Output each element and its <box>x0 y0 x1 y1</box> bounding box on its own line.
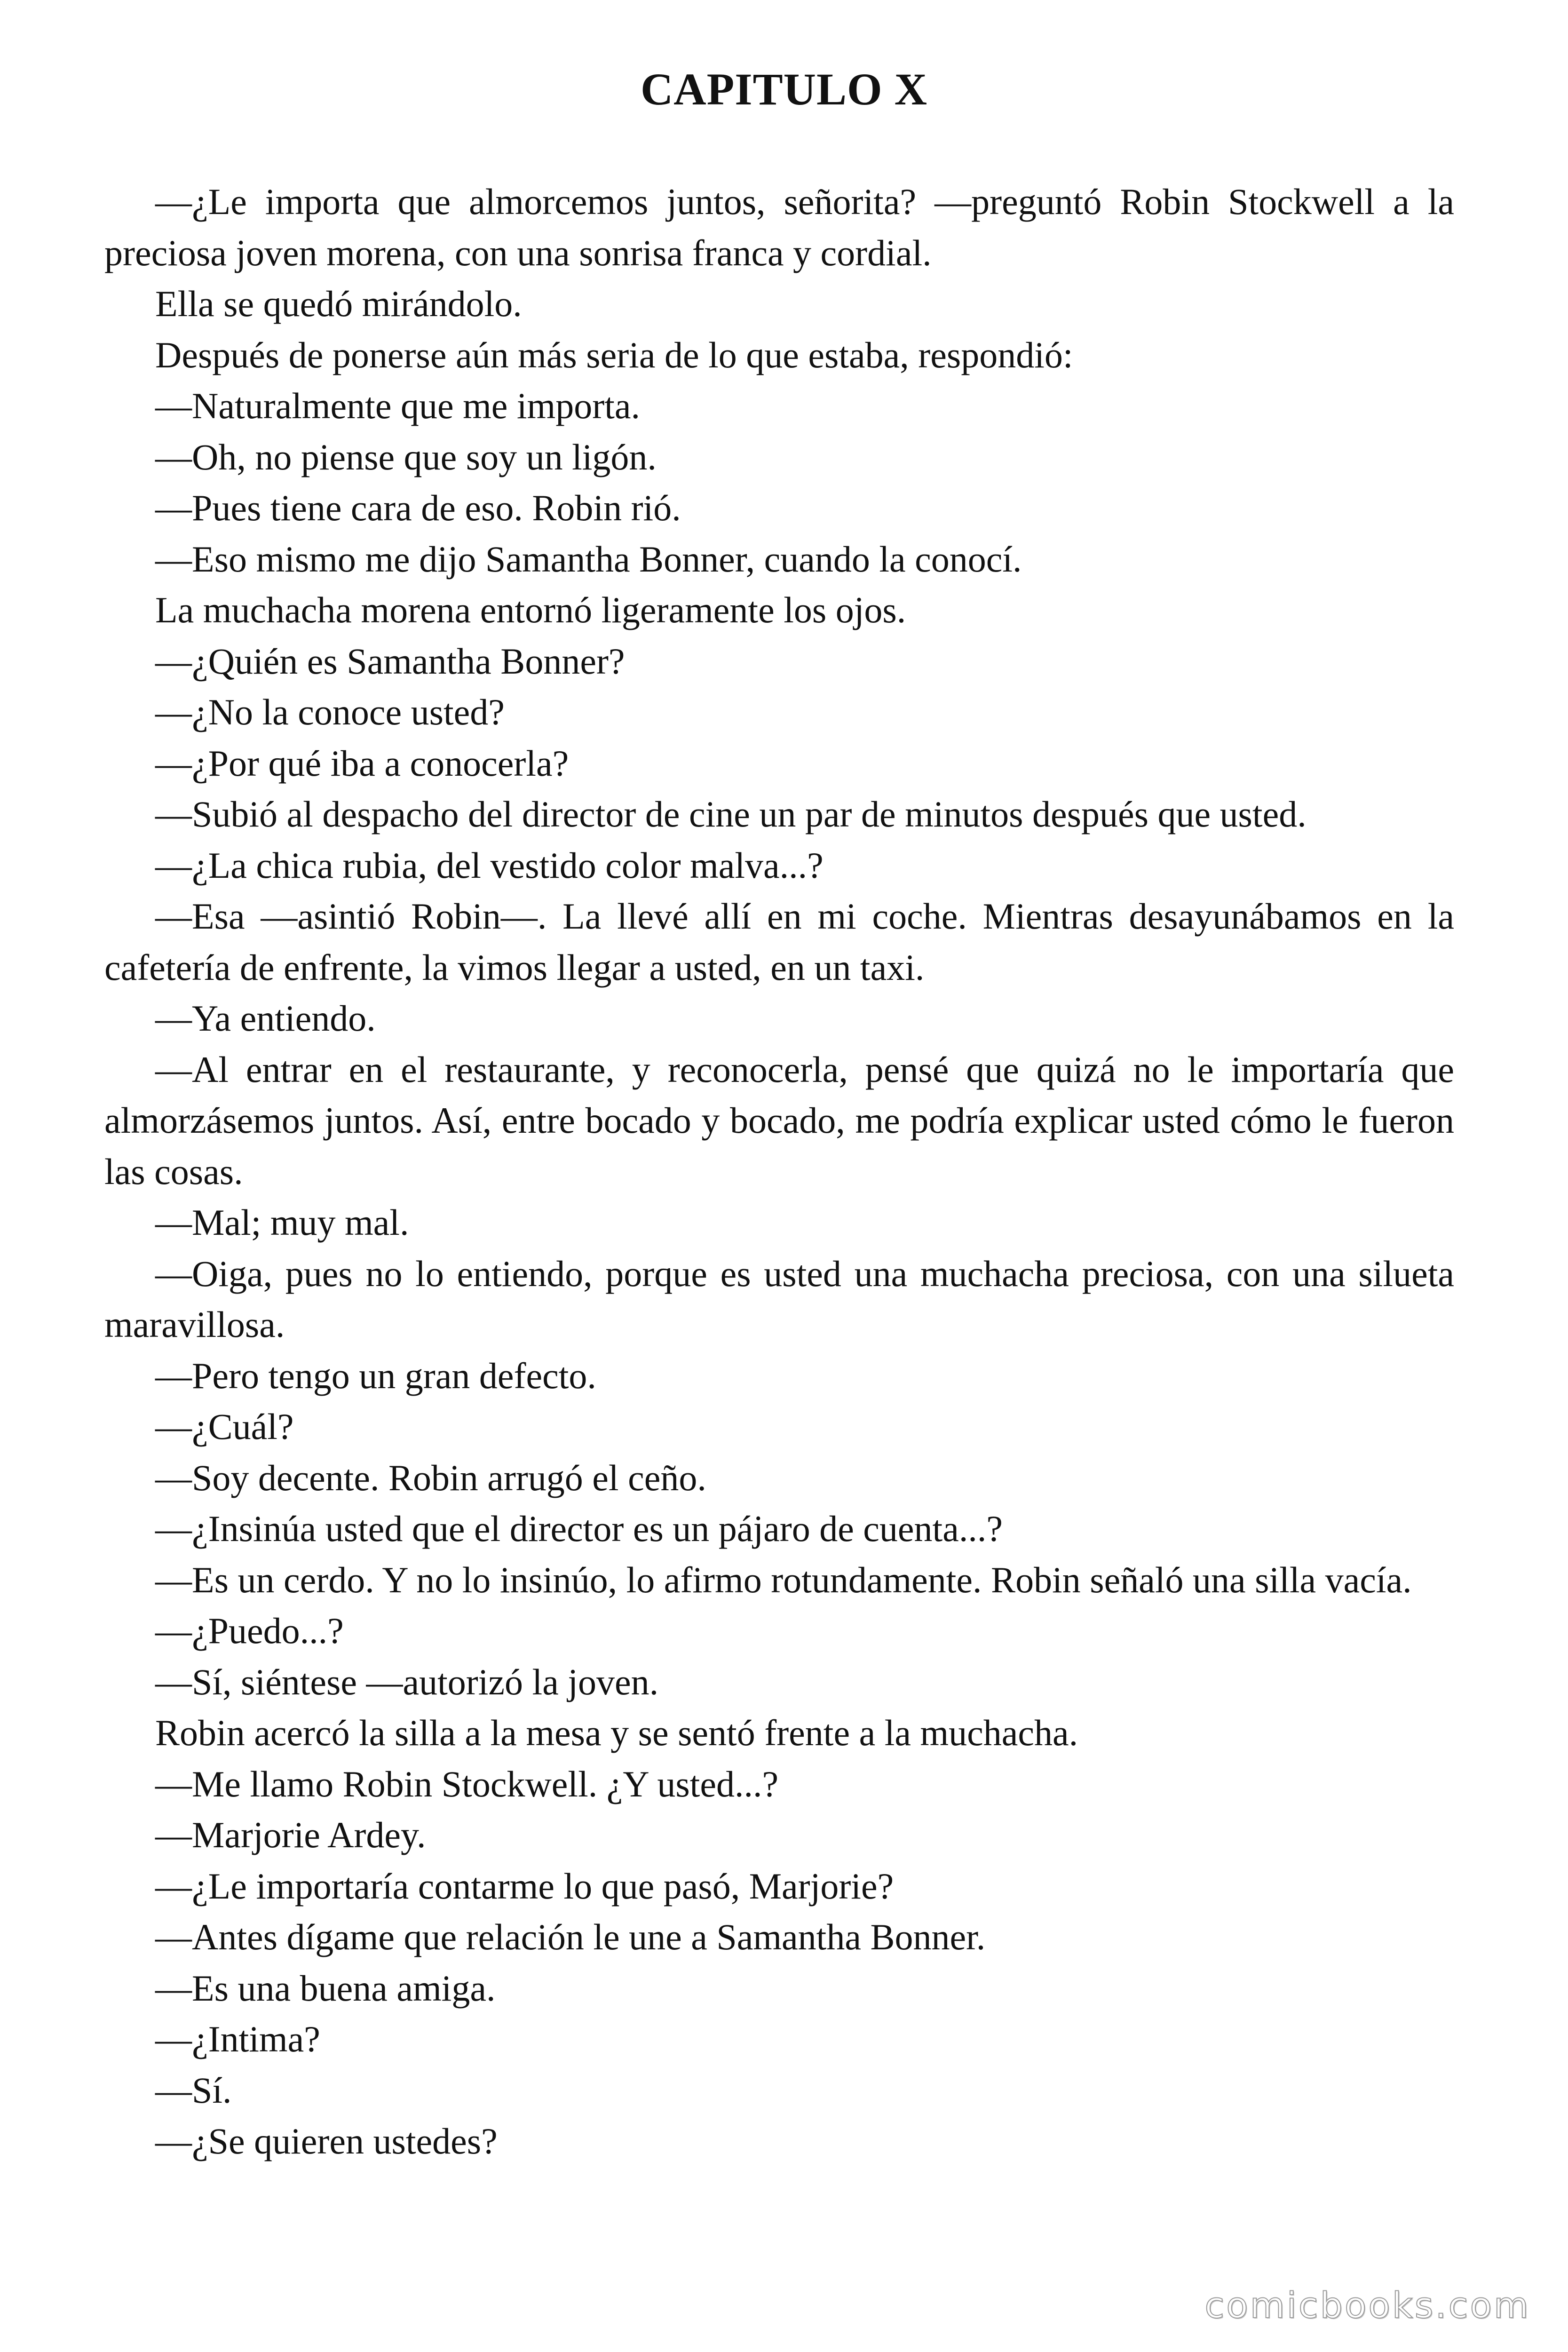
paragraph: —Mal; muy mal. <box>155 1202 409 1243</box>
paragraph: —¿Cuál? <box>155 1406 294 1447</box>
paragraph: —Me llamo Robin Stockwell. ¿Y usted...? <box>155 1763 779 1804</box>
paragraph: —Antes dígame que relación le une a Samantha Bonner. <box>155 1916 986 1957</box>
paragraph: —¿Puedo...? <box>155 1610 344 1651</box>
paragraph: —¿Se quieren ustedes? <box>155 2121 498 2161</box>
paragraph: —Naturalmente que me importa. <box>155 385 640 426</box>
paragraph: —Pero tengo un gran defecto. <box>155 1355 596 1396</box>
paragraph: —Es una buena amiga. <box>155 1967 496 2009</box>
paragraph: —Es un cerdo. Y no lo insinúo, lo afirmo rotundamente. Robin señaló una silla vacía. <box>155 1559 1412 1600</box>
paragraph: —Al entrar en el restaurante, y reconocerla, pensé que quizá no le importaría que almorzásemos juntos. Así, entre bocado y bocado, me podría explicar usted cómo le fueron las cosas. <box>104 1049 1454 1192</box>
paragraph: Robin acercó la silla a la mesa y se sentó frente a la muchacha. <box>155 1712 1078 1753</box>
paragraph: —Soy decente. Robin arrugó el ceño. <box>155 1457 706 1498</box>
watermark: comicbooks.com <box>1204 2284 1530 2326</box>
paragraph: —Esa —asintió Robin—. La llevé allí en mi coche. Mientras desayunábamos en la cafetería de enfrente, la vimos llegar a usted, en un taxi. <box>104 896 1454 988</box>
paragraph: —Marjorie Ardey. <box>155 1814 426 1855</box>
paragraph: —¿Insinúa usted que el director es un pájaro de cuenta...? <box>155 1508 1003 1549</box>
paragraph: —¿La chica rubia, del vestido color malva...? <box>155 844 824 886</box>
paragraph: —¿Intima? <box>155 2018 320 2059</box>
paragraph: —¿Quién es Samantha Bonner? <box>155 640 625 682</box>
chapter-title: CAPITULO X <box>640 64 928 114</box>
paragraph: —Sí, siéntese —autorizó la joven. <box>155 1661 659 1702</box>
paragraph: La muchacha morena entornó ligeramente los ojos. <box>155 589 906 630</box>
body-text <box>104 176 1454 2167</box>
paragraph: Después de ponerse aún más seria de lo que estaba, respondió: <box>155 334 1073 375</box>
paragraph: —¿No la conoce usted? <box>155 691 505 732</box>
paragraph: —Ya entiendo. <box>155 998 376 1039</box>
paragraph: —Eso mismo me dijo Samantha Bonner, cuando la conocí. <box>155 538 1022 580</box>
paragraph: —Subió al despacho del director de cine un par de minutos después que usted. <box>155 794 1307 834</box>
paragraph: —¿Le importaría contarme lo que pasó, Marjorie? <box>155 1865 894 1907</box>
paragraph: —Sí. <box>155 2069 232 2111</box>
paragraph: —Pues tiene cara de eso. Robin rió. <box>155 487 681 528</box>
paragraph: —Oh, no piense que soy un ligón. <box>155 436 657 477</box>
paragraph: —¿Por qué iba a conocerla? <box>155 742 569 784</box>
paragraph: Ella se quedó mirándolo. <box>155 283 522 324</box>
paragraph: —Oiga, pues no lo entiendo, porque es usted una muchacha preciosa, con una silueta maravillosa. <box>104 1253 1454 1345</box>
paragraph: —¿Le importa que almorcemos juntos, señorita? —preguntó Robin Stockwell a la preciosa joven morena, con una sonrisa franca y cordial. <box>104 181 1454 273</box>
